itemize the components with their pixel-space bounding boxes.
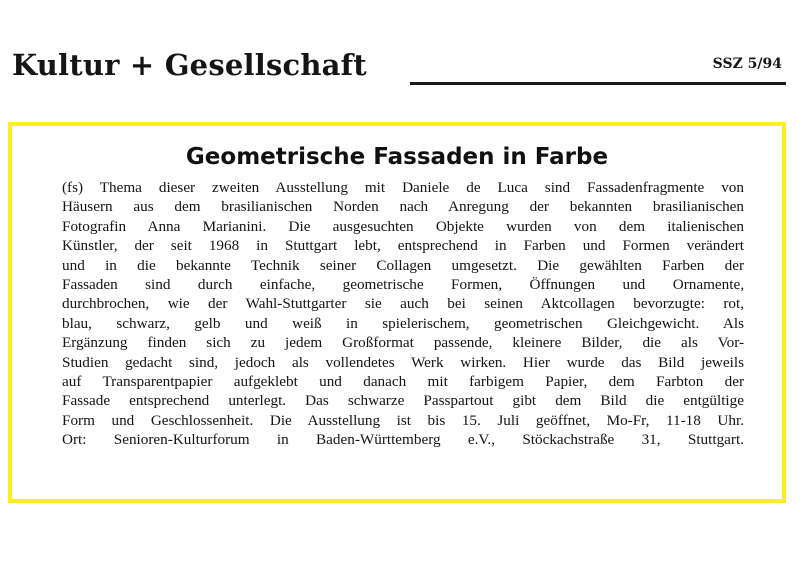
section-title: Kultur + Gesellschaft [12,48,367,82]
article-line: Fassaden sind durch einfache, geometrische Formen, Öffnungen und Ornamente, [62,275,744,293]
article-line: Fassade entsprechend unterlegt. Das schwarze Passpartout gibt dem Bild die entgültige [62,392,744,410]
article-line: (fs) Thema dieser zweiten Ausstellung mit Daniele de Luca sind Fassadenfragmente von [62,179,744,196]
article-line: durchbrochen, wie der Wahl-Stuttgarter sie auch bei seinen Aktcollagen bevorzugte: rot, [62,295,744,313]
issue-label: SSZ 5/94 [712,56,782,72]
article-line: blau, schwarz, gelb und weiß in spielerischem, geometrischen Gleichgewicht. Als [62,314,744,332]
header-rule [410,82,786,85]
masthead [12,44,788,92]
article-line: auf Transparentpapier aufgeklebt und danach mit farbigem Papier, dem Farbton der [62,372,744,390]
article-line: Künstler, der seit 1968 in Stuttgart lebt, entsprechend in Farben und Formen verändert [62,237,744,255]
article-body [62,178,744,449]
article-line: Studien gedacht sind, jedoch als vollendetes Werk wirken. Hier wurde das Bild jeweils [62,353,744,371]
article-headline: Geometrische Fassaden in Farbe [185,144,609,170]
article-line: Häusern aus dem brasilianischen Norden nach Anregung der bekannten brasilianischen [62,198,744,216]
article-line: und in die bekannte Technik seiner Collagen umgesetzt. Die gewählten Farben der [62,256,744,274]
article-line: Ort: Senioren-Kulturforum in Baden-Württemberg e.V., Stöckachstraße 31, Stuttgart. [62,431,744,449]
article-line: Form und Geschlossenheit. Die Ausstellung ist bis 15. Juli geöffnet, Mo-Fr, 11-18 Uhr. [62,411,744,429]
article-line: Fotografin Anna Marianini. Die ausgesuchten Objekte wurden von dem italienischen [62,217,744,235]
article-line: Ergänzung finden sich zu jedem Großformat passende, kleinere Bilder, die als Vor- [62,334,744,352]
